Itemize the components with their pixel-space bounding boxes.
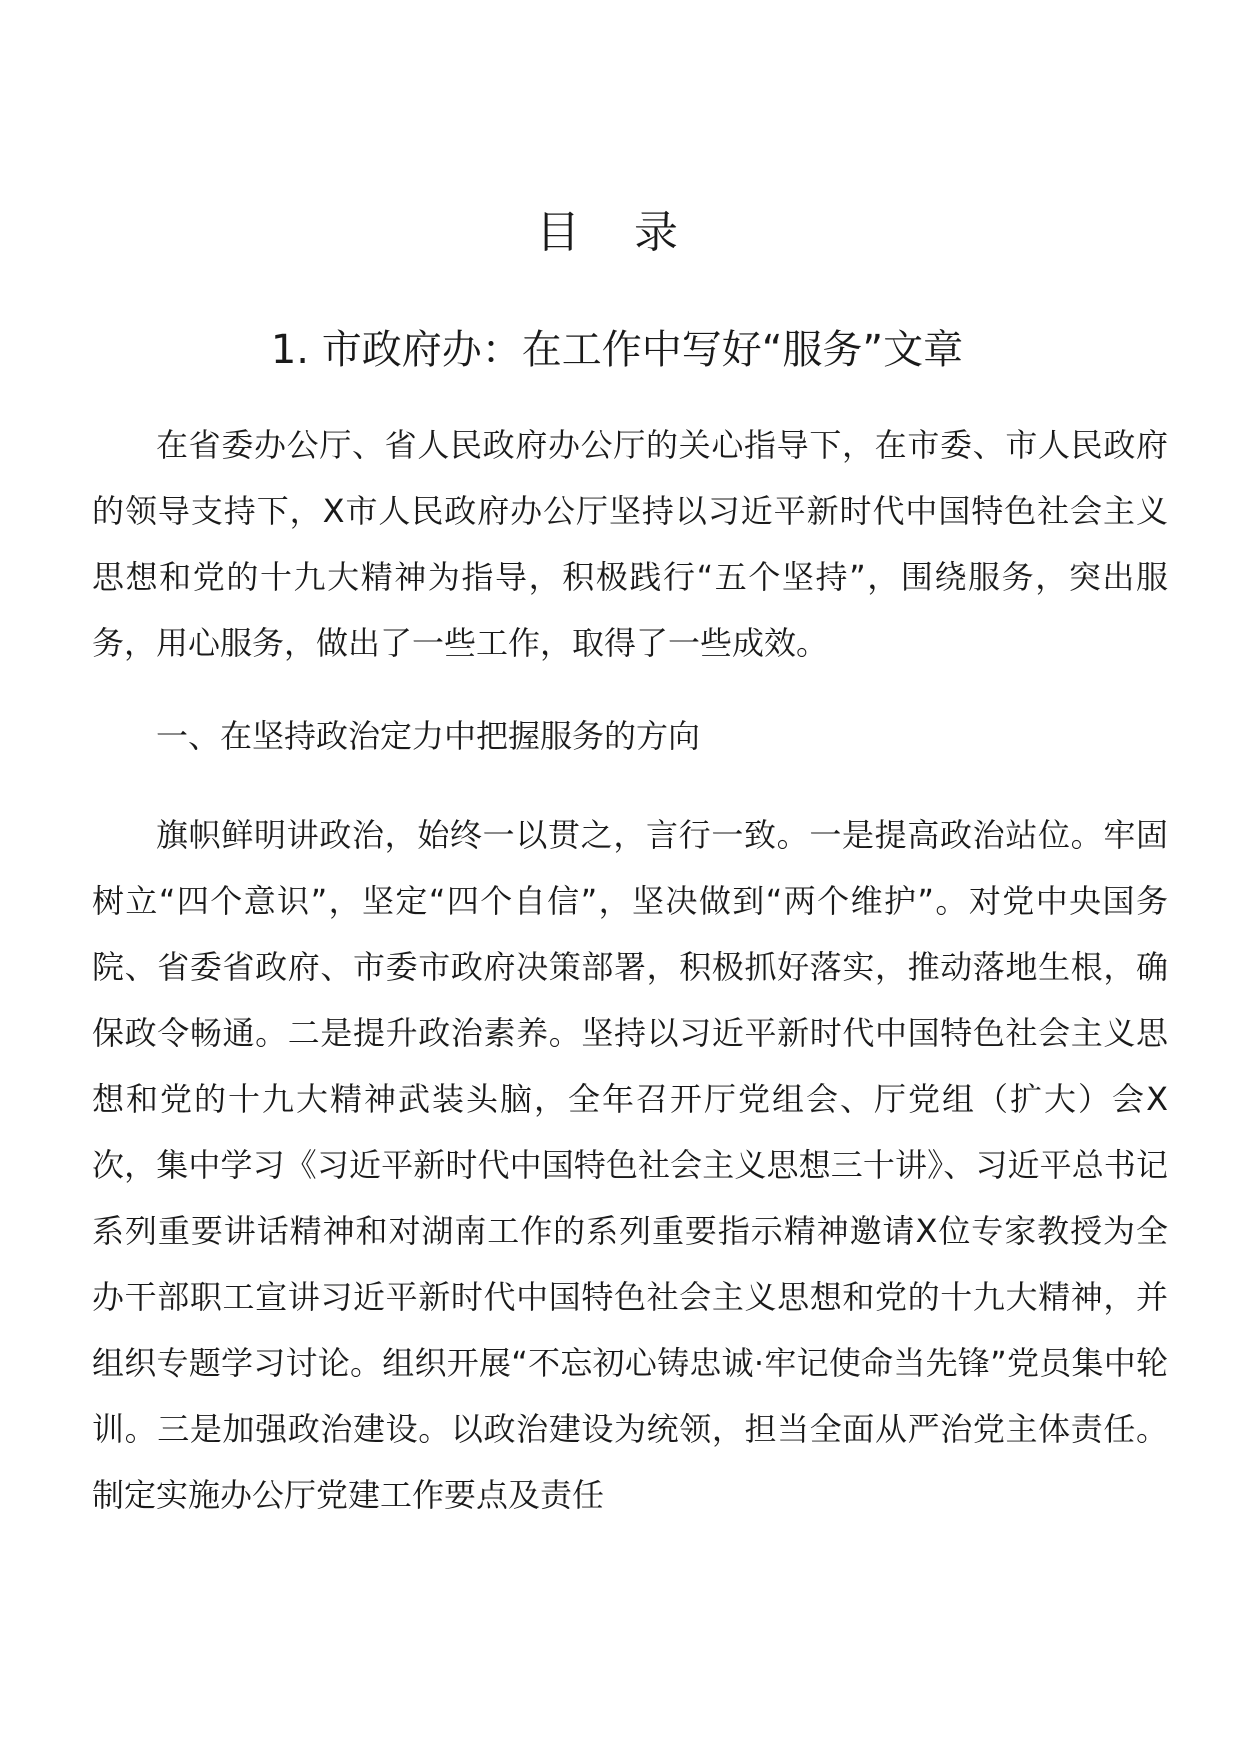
toc-heading: 目 录 [536, 207, 698, 258]
section-body-paragraph: 旗帜鲜明讲政治，始终一以贯之，言行一致。一是提高政治站位。牢固树立“四个意识”，坚定“四个自信”，坚决做到“两个维护”。对党中央国务院、省委省政府、市委市政府决策部署，积极抓好落实，推动落地生根，确保政令畅通。二是提升政治素养。坚持以习近平新时代中国特色社会主义思想和党的十九大精神武装头脑，全年召开厅党组会、厅党组（扩大）会X次，集中学习《习近平新时代中国特色社会主义思想三十讲》、习近平总书记系列重要讲话精神和对湖南工作的系列重要指示精神邀请X位专家教授为全办干部职工宣讲习近平新时代中国特色社会主义思想和党的十九大精神，并组织专题学习讨论。组织开展“不忘初心铸忠诚·牢记使命当先锋”党员集中轮训。三是加强政治建设。以政治建设为统领，担当全面从严治党主体责任。制定实施办公厅党建工作要点及责任 [92, 816, 1168, 1514]
intro-paragraph: 在省委办公厅、省人民政府办公厅的关心指导下，在市委、市人民政府的领导支持下，X市人民政府办公厅坚持以习近平新时代中国特色社会主义思想和党的十九大精神为指导，积极践行“五个坚持”，围绕服务，突出服务，用心服务，做出了一些工作，取得了一些成效。 [92, 426, 1168, 662]
article-title: 1. 市政府办：在工作中写好“服务”文章 [270, 327, 964, 373]
section-heading: 一、在坚持政治定力中把握服务的方向 [156, 717, 701, 755]
